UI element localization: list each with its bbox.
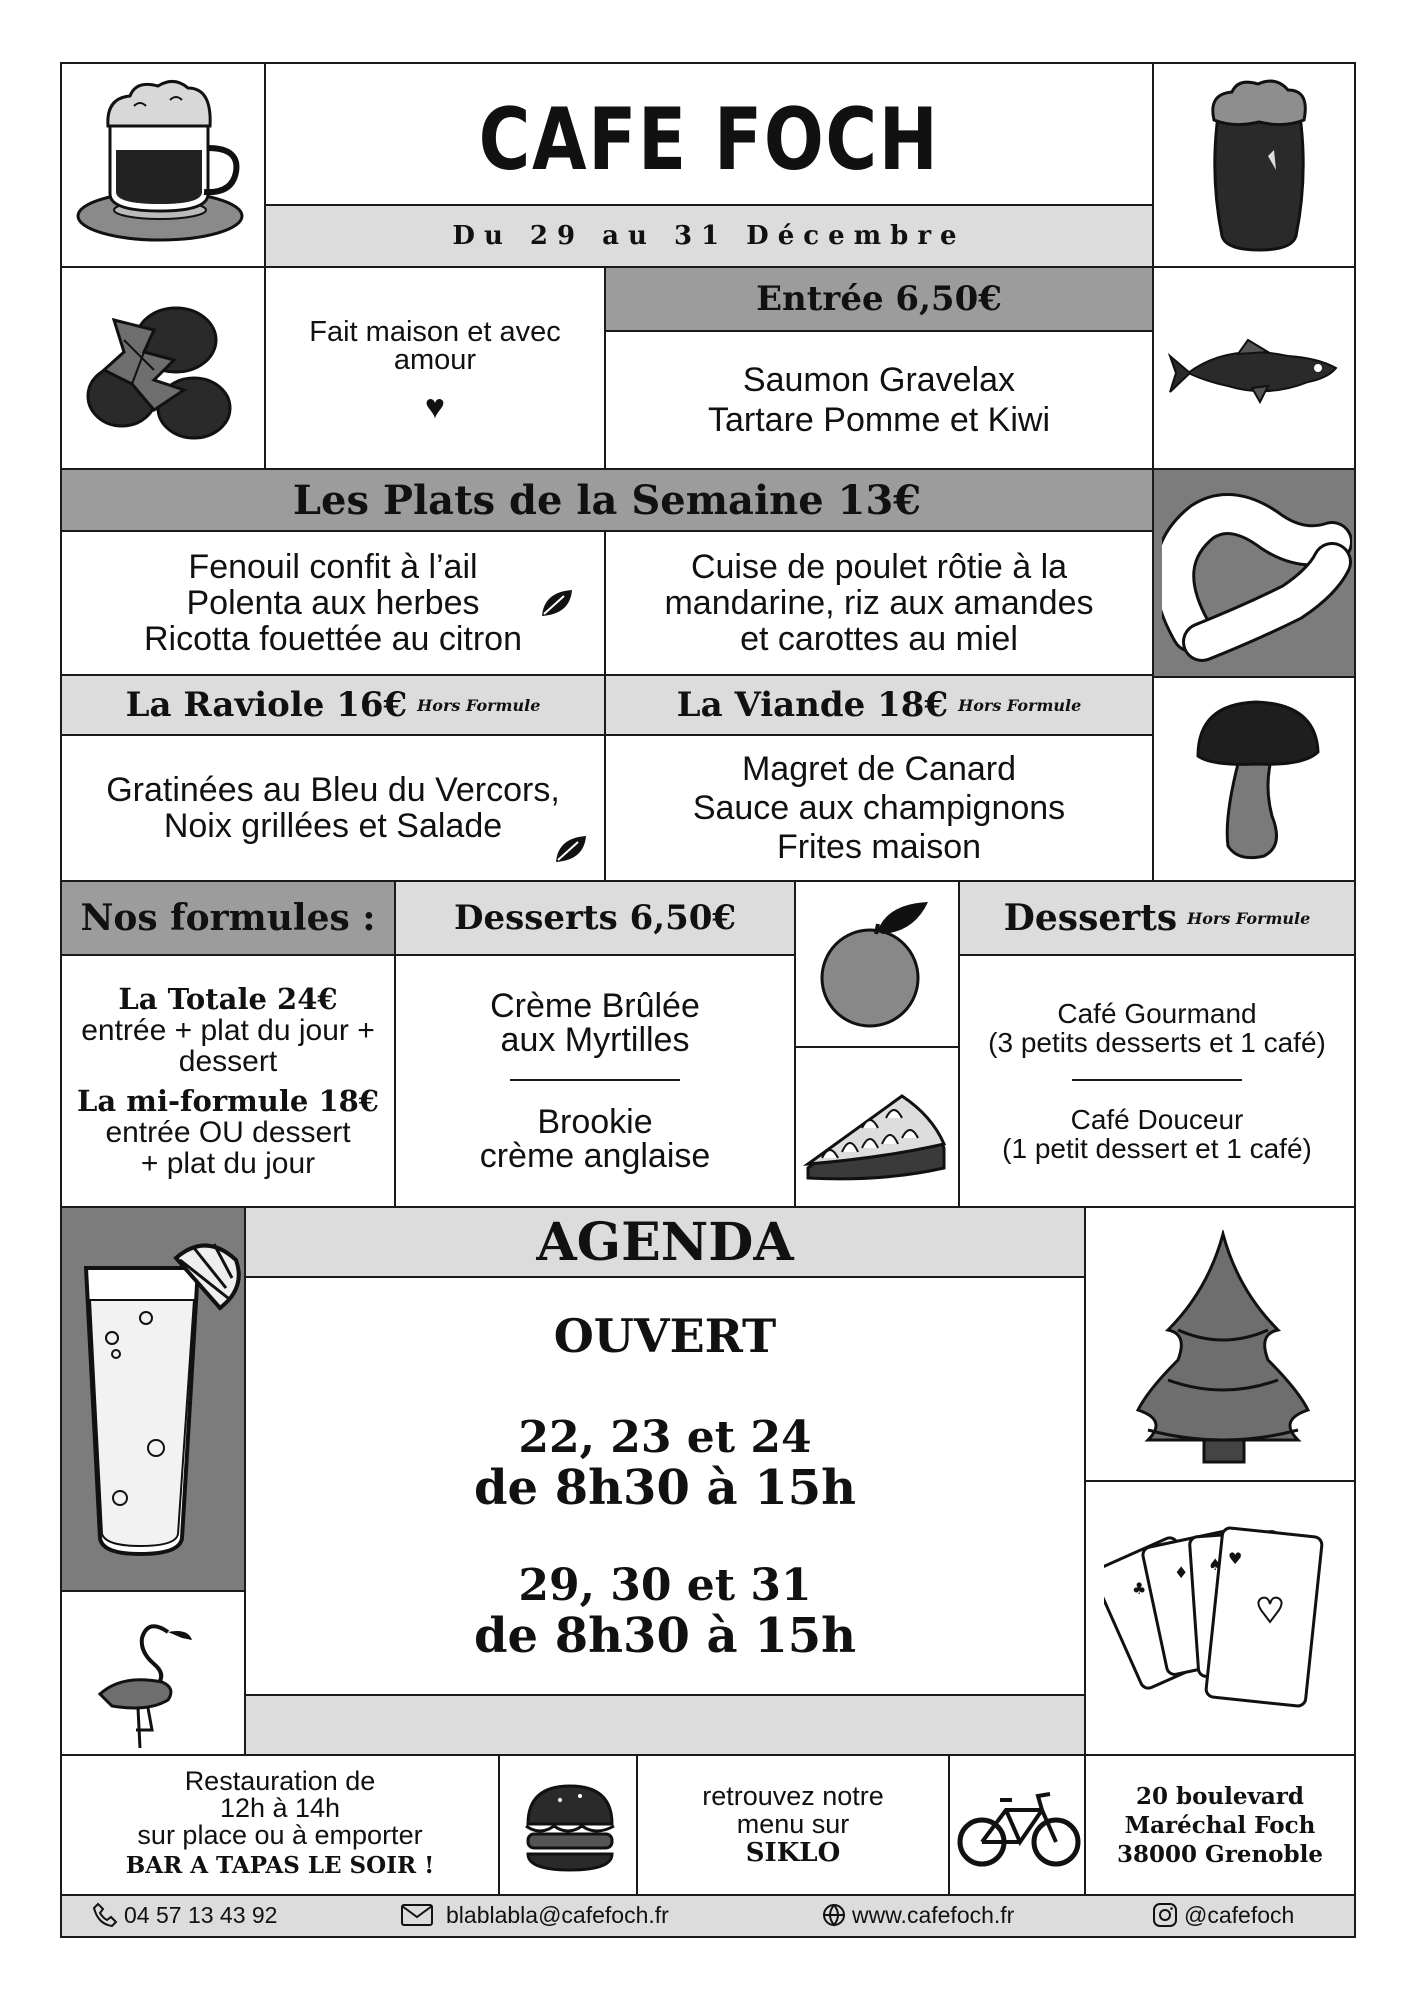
svg-text:♠: ♠ (1208, 1555, 1223, 1574)
siklo-cell (636, 1754, 950, 1896)
plat-meat-cell (604, 530, 1154, 676)
bike-cell (948, 1754, 1086, 1896)
hazelnut-icon (84, 300, 244, 440)
divider (1072, 1079, 1242, 1081)
tree-cell (1084, 1206, 1356, 1482)
dessert2-line2: crème anglaise (479, 1137, 711, 1175)
cafe-douceur-desc: (1 petit dessert et 1 café) (1002, 1133, 1312, 1164)
mail-icon (400, 1902, 434, 1928)
hazelnut-cell (60, 266, 266, 470)
lemonade-glass-icon (76, 1238, 246, 1568)
plat-veg-line2: Polenta aux herbes (186, 584, 480, 622)
mushroom-cell (1152, 676, 1356, 882)
svg-text:♦: ♦ (1174, 1563, 1189, 1582)
pie-icon (802, 1078, 952, 1188)
agenda-title: AGENDA (536, 1211, 794, 1273)
logo-cell (264, 62, 1154, 208)
viande-body (604, 734, 1154, 882)
heart-icon: ♥ (424, 387, 446, 426)
totale-title: La Totale 24€ (118, 982, 338, 1016)
orange-cell (794, 880, 960, 1048)
burger-cell (498, 1754, 638, 1896)
mi-line1: entrée OU dessert (105, 1116, 351, 1149)
flamingo-icon (92, 1612, 222, 1752)
plats-title: Les Plats de la Semaine 13€ (292, 476, 922, 524)
bicycle-icon (956, 1786, 1082, 1870)
formules-title-bar (60, 880, 396, 956)
formules-body (60, 954, 396, 1208)
mi-line2: + plat du jour (140, 1147, 316, 1180)
fish-cell (1152, 266, 1356, 470)
coffee-cup-icon (70, 76, 260, 256)
cafe-douceur: Café Douceur (1070, 1104, 1244, 1135)
cafe-gourmand-desc: (3 petits desserts et 1 café) (988, 1027, 1326, 1058)
raviole-line2: Noix grillées et Salade (163, 807, 503, 845)
footer-instagram[interactable] (1152, 1895, 1294, 1935)
christmas-tree-icon (1108, 1230, 1338, 1470)
desserts-hf-hors: Hors Formule (1187, 908, 1311, 928)
flamingo-cell (60, 1590, 246, 1756)
desserts-title-bar (394, 880, 796, 956)
mushroom-icon (1194, 696, 1324, 866)
phone-number: 04 57 13 43 92 (124, 1901, 278, 1928)
desserts-body (394, 954, 796, 1208)
siklo-line2: menu sur (736, 1809, 850, 1839)
dessert1-line2: aux Myrtilles (500, 1021, 690, 1059)
instagram-handle: @cafefoch (1184, 1901, 1295, 1928)
dessert1-line1: Crème Brûlée (490, 987, 700, 1025)
agenda-p1-hours: de 8h30 à 15h (473, 1460, 857, 1516)
agenda-bottom-bar (244, 1694, 1086, 1756)
email-address: blablabla@cafefoch.fr (446, 1901, 669, 1928)
intro-text: Fait maison et avec amour (309, 315, 561, 376)
fish-icon (1168, 338, 1348, 408)
agenda-title-bar (244, 1206, 1086, 1278)
leaf-icon (554, 834, 588, 864)
phone-icon (92, 1902, 118, 1928)
desserts-hf-title-bar (958, 880, 1356, 956)
dates-text: Du 29 au 31 Décembre (452, 221, 966, 251)
entree-line2: Tartare Pomme et Kiwi (708, 401, 1050, 439)
svg-text:♣: ♣ (1132, 1579, 1147, 1598)
resto-line3: sur place ou à emporter (137, 1819, 423, 1850)
coffee-cell (60, 62, 266, 268)
raviole-title: La Raviole 16€ (125, 685, 408, 725)
siklo-line1: retrouvez notre (702, 1781, 884, 1811)
sausage-icon (1162, 492, 1352, 662)
totale-line1: entrée + plat du jour + (81, 1014, 375, 1047)
dates-banner (264, 204, 1154, 268)
mi-title: La mi-formule 18€ (77, 1084, 379, 1118)
cards-cell (1084, 1480, 1356, 1756)
desserts-title: Desserts 6,50€ (453, 898, 737, 938)
raviole-line1: Gratinées au Bleu du Vercors, (106, 771, 560, 809)
agenda-body (244, 1276, 1086, 1696)
burger-icon (520, 1780, 620, 1876)
lemonade-cell (60, 1206, 246, 1592)
viande-hors: Hors Formule (958, 695, 1082, 715)
plat-veg-cell (60, 530, 606, 676)
entree-title-bar (604, 266, 1154, 332)
beer-glass-icon (1204, 76, 1314, 256)
cafe-gourmand: Café Gourmand (1057, 998, 1257, 1029)
raviole-title-bar (60, 674, 606, 736)
footer-web[interactable] (822, 1895, 1014, 1935)
entree-body (604, 330, 1154, 470)
resto-line2: 12h à 14h (219, 1792, 341, 1823)
dessert2-line1: Brookie (537, 1103, 653, 1141)
plat-meat-line3: et carottes au miel (740, 620, 1018, 658)
website: www.cafefoch.fr (852, 1901, 1015, 1928)
cafe-logo: CAFE FOCH (478, 90, 940, 190)
viande-title-bar (604, 674, 1154, 736)
raviole-body (60, 734, 606, 882)
entree-line1: Saumon Gravelax (742, 361, 1016, 399)
globe-icon (822, 1903, 846, 1927)
svg-text:♥: ♥ (1228, 1549, 1243, 1568)
viande-line1: Magret de Canard (741, 749, 1017, 788)
divider (510, 1079, 680, 1081)
viande-title: La Viande 18€ (676, 685, 949, 725)
address-cell (1084, 1754, 1356, 1896)
entree-title: Entrée 6,50€ (756, 279, 1002, 319)
leaf-icon (540, 588, 574, 618)
address-line1: 20 boulevard (1136, 1782, 1304, 1810)
agenda-p2-days: 29, 30 et 31 (518, 1560, 812, 1611)
beer-cell (1152, 62, 1356, 268)
plat-meat-line2: mandarine, riz aux amandes (664, 584, 1094, 622)
agenda-p2-hours: de 8h30 à 15h (473, 1608, 857, 1664)
agenda-open: OUVERT (553, 1309, 777, 1363)
footer-phone[interactable] (92, 1895, 277, 1935)
totale-line2: dessert (178, 1045, 278, 1078)
plat-veg-line1: Fenouil confit à l’ail (188, 548, 478, 586)
footer-email[interactable] (400, 1895, 669, 1935)
intro-cell (264, 266, 606, 470)
formules-title: Nos formules : (80, 897, 376, 939)
siklo-brand: SIKLO (745, 1838, 841, 1868)
raviole-hors: Hors Formule (417, 695, 541, 715)
restauration-cell (60, 1754, 500, 1896)
pie-cell (794, 1046, 960, 1208)
plats-title-bar (60, 468, 1154, 532)
desserts-hf-title: Desserts (1003, 897, 1178, 939)
plat-meat-line1: Cuise de poulet rôtie à la (690, 548, 1068, 586)
address-line3: 38000 Grenoble (1117, 1840, 1323, 1868)
address-line2: Maréchal Foch (1124, 1811, 1316, 1839)
plat-veg-line3: Ricotta fouettée au citron (143, 620, 522, 658)
desserts-hf-body (958, 954, 1356, 1208)
sausage-cell (1152, 468, 1356, 678)
viande-line2: Sauce aux champignons (692, 788, 1066, 827)
viande-line3: Frites maison (776, 827, 982, 866)
playing-cards-icon (1104, 1518, 1344, 1728)
tapas-text: BAR A TAPAS LE SOIR ! (125, 1851, 435, 1879)
instagram-icon (1152, 1902, 1178, 1928)
orange-icon (818, 894, 942, 1034)
resto-line1: Restauration de (184, 1765, 376, 1796)
agenda-p1-days: 22, 23 et 24 (518, 1412, 812, 1463)
